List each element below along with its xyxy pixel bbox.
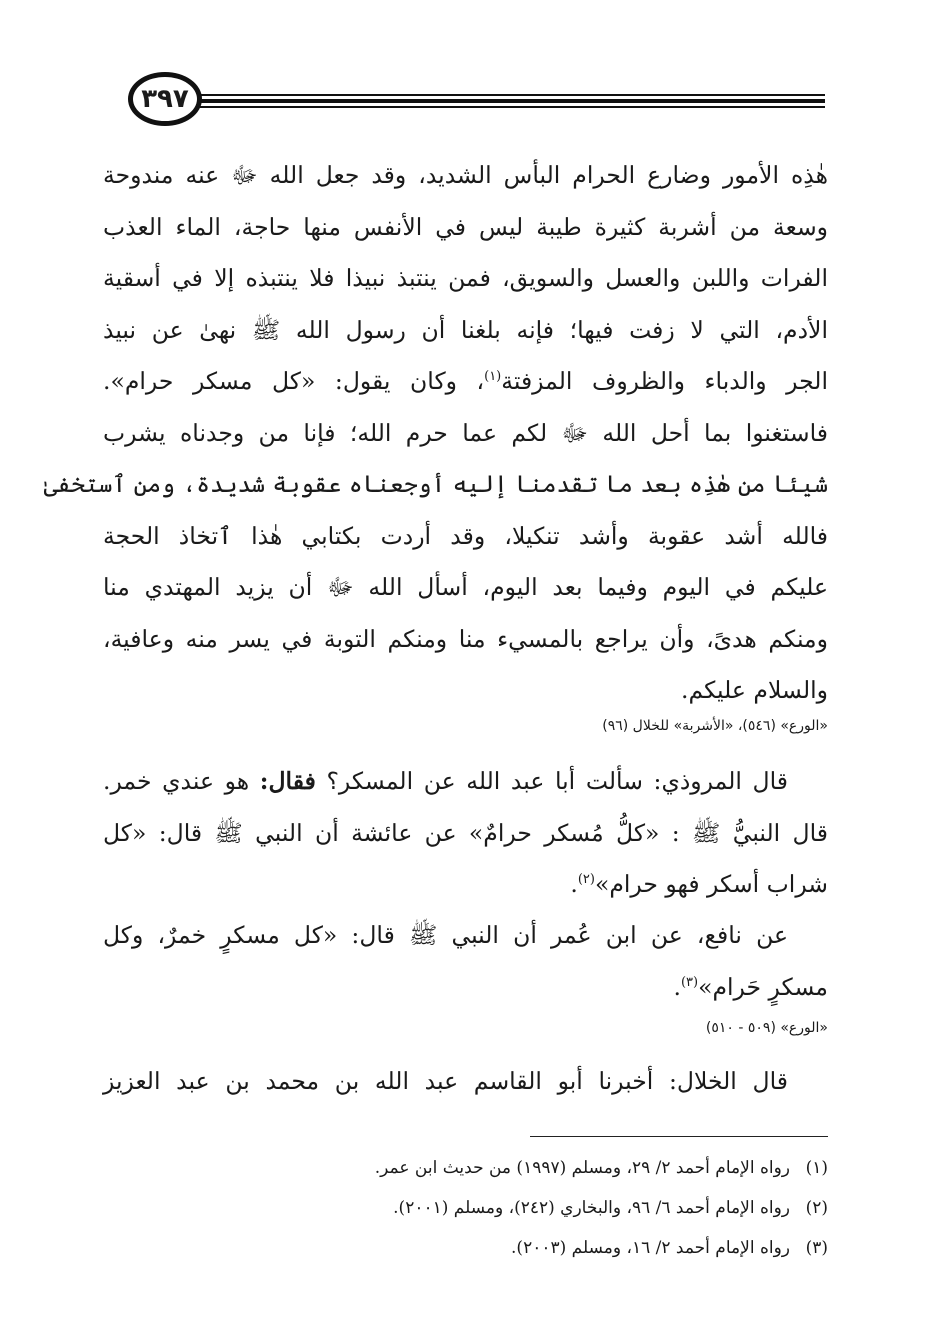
text-line: وسعة من أشربة كثيرة طيبة ليس في الأنفس منها حاجة، الماء العذب — [103, 212, 828, 241]
text-segment: مسكرٍ حَرام» — [698, 972, 828, 1001]
paragraph-1 — [43, 150, 828, 717]
text-line: عن نافع، عن ابن عُمر أن النبي ﷺ قال: «كل مسكرٍ خمرٌ، وكل — [103, 921, 788, 949]
footnote-number: (٣) — [805, 1238, 828, 1258]
source-ref: «الورع» (٥٠٩ - ٥١٠) — [705, 1020, 828, 1036]
main-paragraph-2 — [103, 756, 828, 911]
footnotes — [103, 1148, 828, 1268]
text-line: ومنكم هدىً، وأن يراجع بالمسيء منا ومنكم التوبة في يسر منه وعافية، — [103, 624, 828, 653]
footnote-item — [103, 1188, 828, 1228]
source-citation-1 — [103, 718, 828, 734]
text-segment-bold: فقال: — [259, 767, 316, 795]
text-line — [103, 356, 828, 408]
text-line: مسكرٍ حَرام»$^{(٣)}$. — [673, 972, 828, 1001]
paragraph-2 — [103, 756, 828, 911]
footnote-divider — [530, 1136, 828, 1137]
paragraph-3 — [103, 910, 828, 1013]
text-segment: الجر والدباء والظروف المزفتة — [501, 367, 828, 395]
page-number: ٣٩٧ — [141, 84, 189, 114]
footnote-item — [103, 1148, 828, 1188]
text-segment: هو عندي خمر. — [103, 767, 250, 795]
text-line: قال الخلال: أخبرنا أبو القاسم عبد الله بن محمد بن عبد العزيز — [103, 1067, 788, 1095]
page-number-badge — [128, 72, 202, 126]
text-line: والسلام عليكم. — [680, 676, 828, 704]
text-line: هٰذِه الأمور وضارع الحرام البأس الشديد، وقد جعل الله ﷻ عنه مندوحة — [103, 161, 828, 189]
source-ref: «الورع» (٥٤٦)، «الأشربة» للخلال (٩٦) — [602, 718, 828, 734]
text-line: فالله أشد عقوبة وأشد تنكيلا، وقد أردت بكتابي هٰذا ٱتخاذ الحجة — [103, 521, 828, 550]
text-line: الأدم، التي لا زفت فيها؛ فإنه بلغنا أن رسول الله ﷺ نهىٰ عن نبيذ — [103, 315, 828, 344]
paragraph-4 — [103, 1056, 828, 1108]
footnote-ref: (٣) — [680, 974, 699, 990]
text-line: شيئا من هٰذِه بعد ما تقدمنا إليه أوجعناه عقوبة شديدة، ومن ٱستخفىٰ — [43, 470, 828, 498]
text-line: قال النبيُّ ﷺ : «كلُّ مُسكر حرامٌ» عن عائشة أن النبي ﷺ قال: «كل — [103, 818, 828, 847]
text-line: الفرات واللبن والعسل والسويق، فمن ينتبذ نبيذا فلا ينتبذه إلا في أسقية — [103, 264, 828, 292]
footnote-text: رواه الإمام أحمد ٢/ ٢٩، ومسلم (١٩٩٧) من حديث ابن عمر. — [374, 1158, 790, 1178]
main-paragraph-1 — [43, 150, 828, 717]
page-header — [100, 70, 825, 140]
footnote-number: (٢) — [805, 1198, 828, 1218]
footnote-number: (١) — [805, 1158, 828, 1178]
footnote-ref: (٢) — [577, 872, 595, 888]
footnote-text: رواه الإمام أحمد ٢/ ١٦، ومسلم (٢٠٠٣). — [511, 1238, 790, 1258]
text-line: فاستغنوا بما أحل الله ﷻ لكم عما حرم الله؛ فإنا من وجدناه يشرب — [103, 418, 828, 447]
text-line: عليكم في اليوم وفيما بعد اليوم، أسأل الله ﷻ أن يزيد المهتدي منا — [103, 573, 828, 601]
header-rule — [200, 94, 825, 111]
text-segment: شراب أسكر فهو حرام» — [594, 870, 828, 898]
main-paragraph-3 — [103, 910, 828, 1013]
footnote-text: رواه الإمام أحمد ٦/ ٩٦، والبخاري (٢٤٢)، ومسلم (٢٠٠١). — [393, 1198, 790, 1218]
text-segment: قال المروذي: سألت أبا عبد الله عن المسكر؟ — [326, 767, 788, 795]
source-citation-2 — [103, 1020, 828, 1036]
main-paragraph-4 — [103, 1056, 828, 1108]
footnote-item — [103, 1228, 828, 1268]
text-segment: ، وكان يقول: «كل مسكر حرام». — [103, 367, 485, 395]
text-line — [103, 756, 828, 808]
text-line: شراب أسكر فهو حرام»$^{(٢)}$. — [570, 870, 828, 898]
footnote-ref: (١) — [484, 369, 502, 385]
